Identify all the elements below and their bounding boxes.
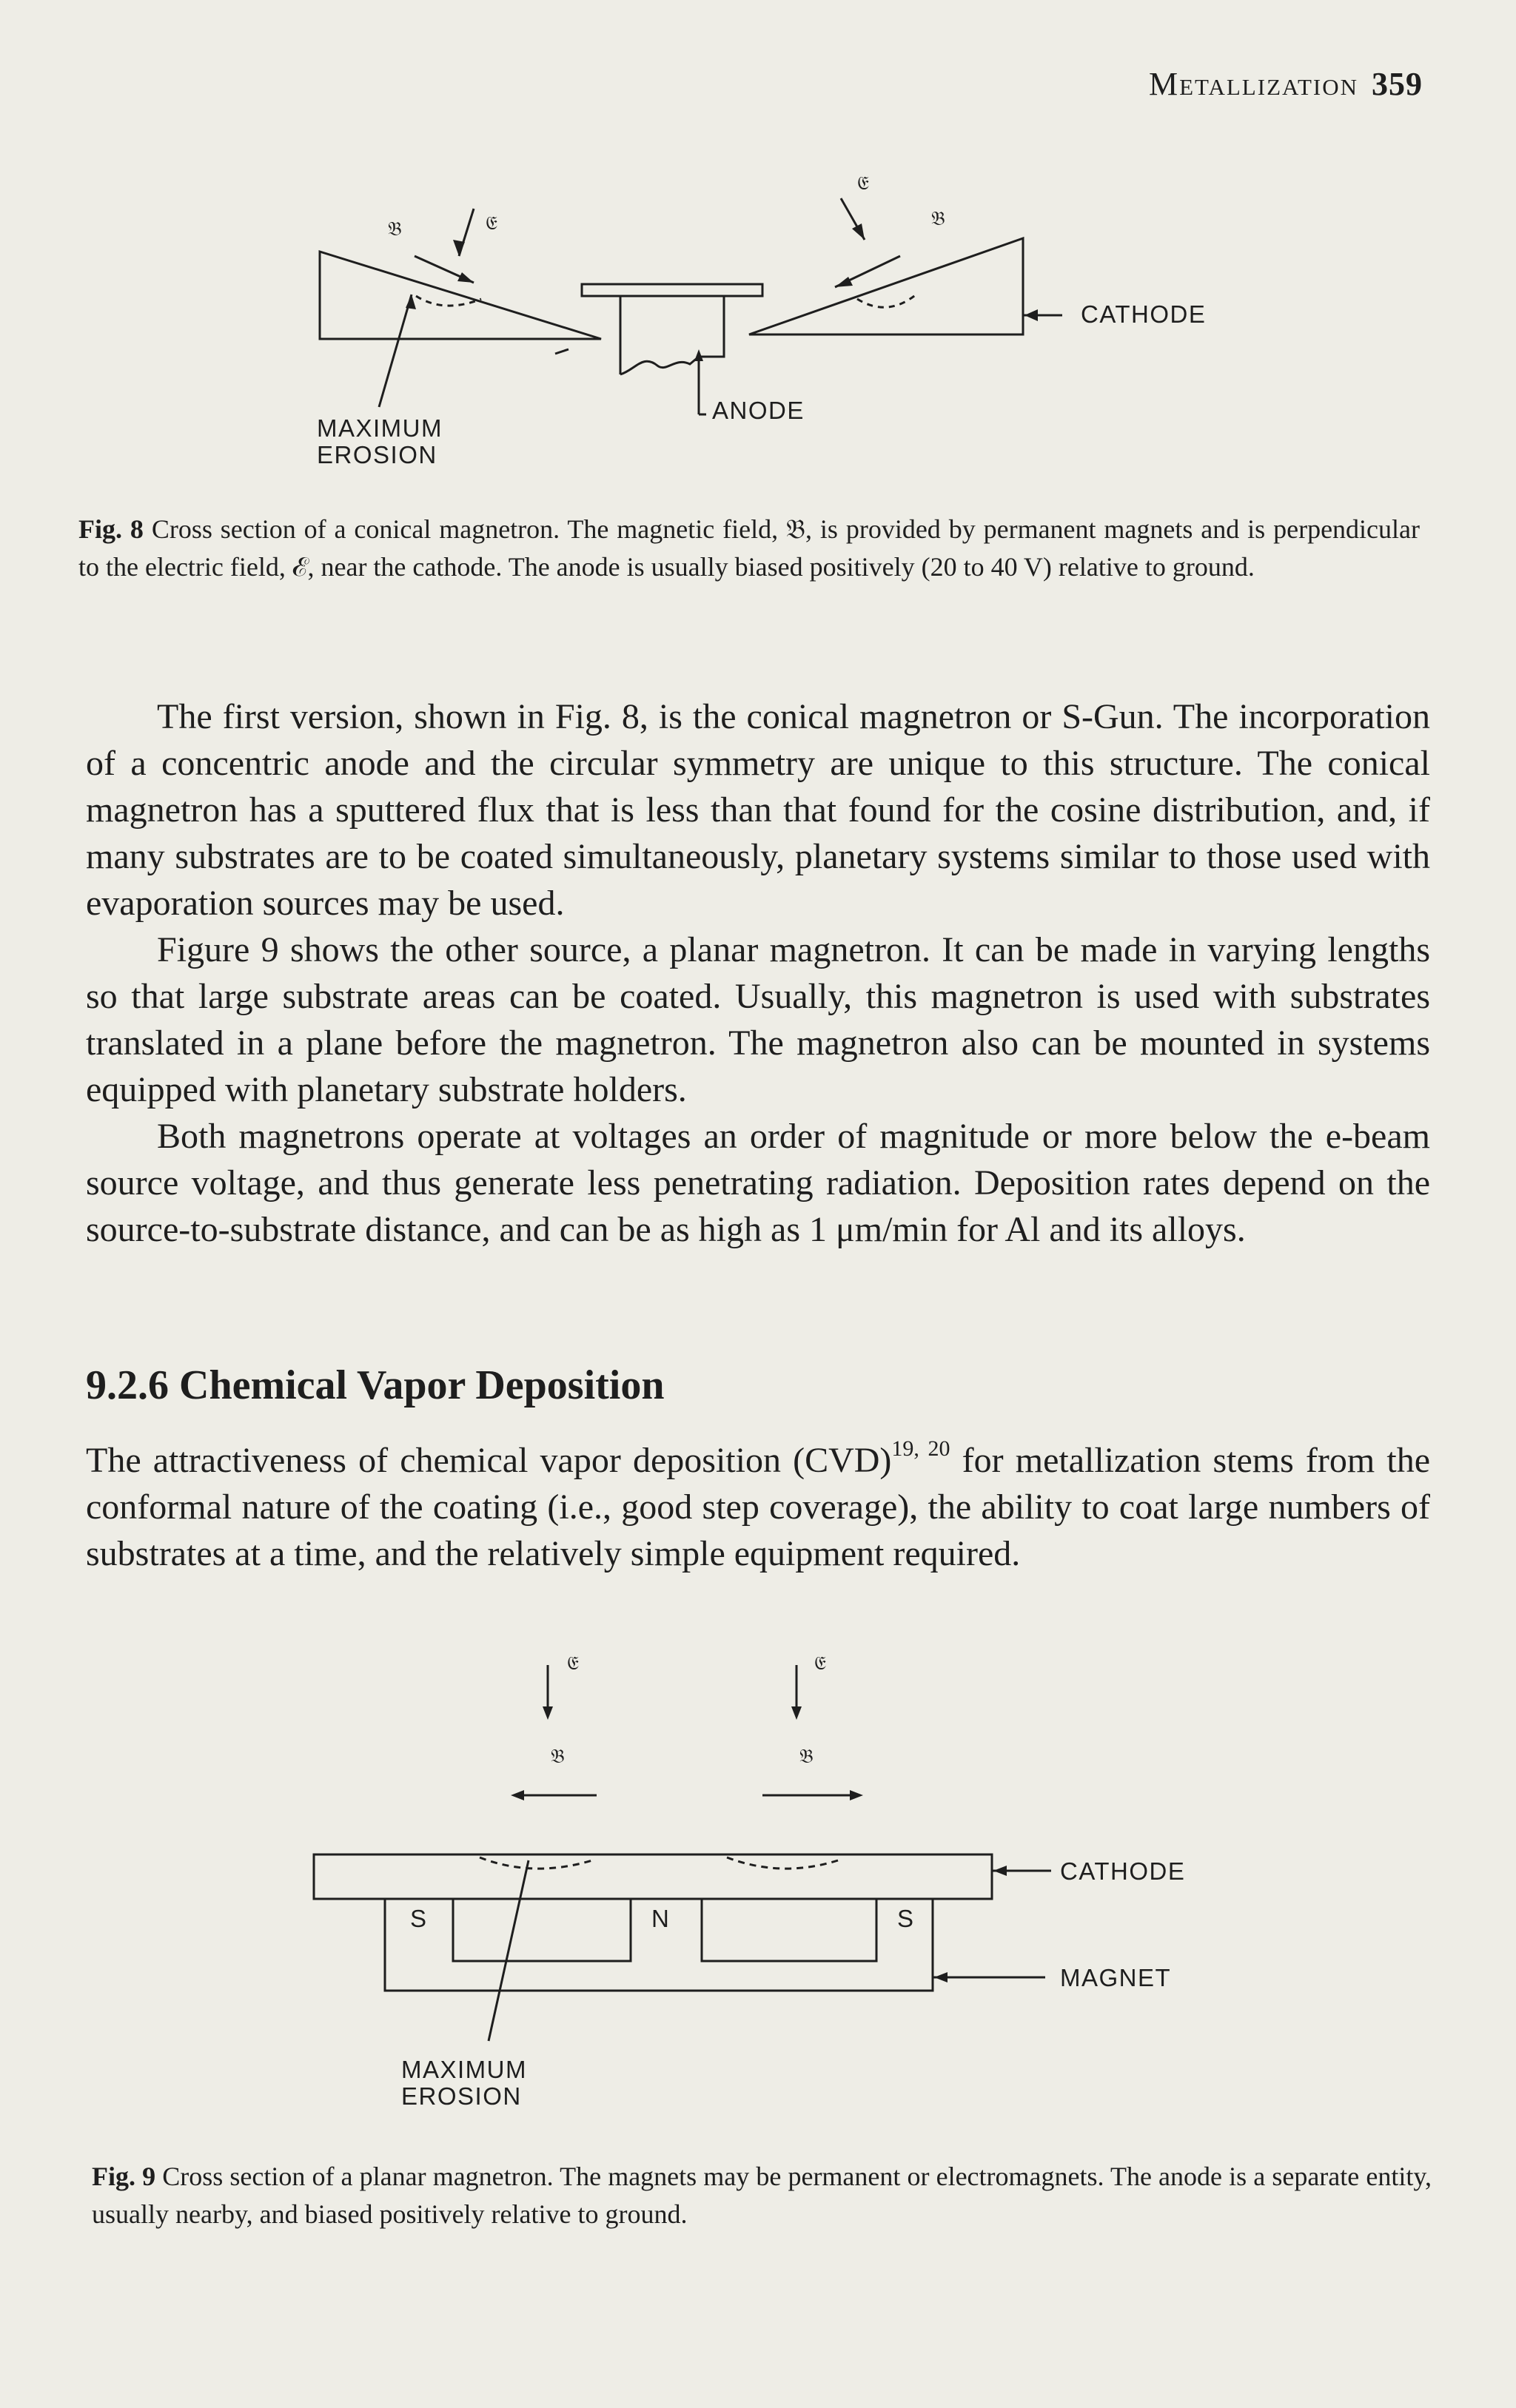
magnet-pole-right-gap: [702, 1899, 876, 1961]
cathode-label: CATHODE: [1081, 300, 1207, 328]
figure-8-caption-label: Fig. 8: [78, 514, 144, 544]
maximum-label: MAXIMUM: [317, 414, 443, 442]
left-e-symbol: 𝔈: [567, 1652, 579, 1675]
magnet-pole-s-left: S: [410, 1905, 428, 1932]
left-cathode-wedge: [320, 252, 601, 339]
arrowhead: [934, 1972, 948, 1982]
erosion-leader-line: [489, 1860, 529, 2041]
anode-top-plate: [582, 284, 762, 296]
figure-9-caption-label: Fig. 9: [92, 2162, 156, 2191]
arrowhead: [993, 1866, 1007, 1876]
running-header: [1149, 65, 1423, 103]
arrowhead: [1024, 309, 1038, 321]
right-cathode-wedge: [749, 238, 1023, 334]
anode-body: [620, 296, 724, 374]
magnet-pole-s-right: S: [897, 1905, 915, 1932]
magnet-pole-left-gap: [453, 1899, 631, 1961]
right-erosion-arc: [857, 293, 918, 307]
right-e-symbol: 𝔈: [814, 1652, 826, 1675]
magnet-label: MAGNET: [1060, 1964, 1172, 1991]
left-b-symbol: 𝔅: [388, 218, 402, 241]
erosion-leader-line: [379, 295, 412, 407]
arrowhead: [511, 1790, 524, 1800]
right-b-symbol: 𝔅: [799, 1746, 814, 1768]
anode-wavy: [620, 357, 699, 374]
running-title: Metallization: [1148, 66, 1358, 102]
reference-superscript: 19, 20: [891, 1436, 950, 1461]
arrowhead: [850, 1790, 863, 1800]
cvd-paragraph-start: The attractiveness of chemical vapor deposition (CVD): [86, 1441, 892, 1480]
arrowhead: [406, 295, 416, 309]
section-heading: 9.2.6 Chemical Vapor Deposition: [86, 1362, 665, 1408]
figure-8-caption: [78, 511, 1420, 586]
section-paragraph: [86, 1437, 1430, 1577]
maximum-label: MAXIMUM: [401, 2056, 527, 2083]
figure-8-caption-text: Cross section of a conical magnetron. The magnetic field, 𝔅, is provided by permanent magnets and is perpendicular to the electric field, ℰ, near the cathode. The anode is usually biased positively (20 to 40 V) relative to ground.: [78, 514, 1420, 582]
figure-9-caption-text: Cross section of a planar magnetron. The magnets may be permanent or electromagnets. The anode is a separate entity, usually nearby, and biased positively relative to ground.: [92, 2162, 1432, 2229]
left-b-symbol: 𝔅: [551, 1746, 565, 1768]
arrowhead: [835, 277, 853, 287]
arrowhead: [453, 240, 465, 256]
arrowhead: [543, 1706, 553, 1720]
figure-9-caption: [92, 2158, 1432, 2233]
paragraph-2: Figure 9 shows the other source, a planar magnetron. It can be made in varying lengths so that large substrate areas can be coated. Usually, this magnetron is used with substrates translated in a plane before the magnetron. The magnetron also can be mounted in systems equipped with planetary substrate holders.: [86, 930, 1430, 1109]
erosion-label: EROSION: [401, 2082, 522, 2110]
arrowhead: [852, 223, 865, 240]
arrowhead: [791, 1706, 802, 1720]
figure-8-diagram: [0, 163, 1516, 488]
right-b-symbol: 𝔅: [931, 208, 945, 230]
left-erosion-arc: [416, 296, 481, 306]
anode-label: ANODE: [712, 397, 805, 424]
left-e-symbol: 𝔈: [486, 212, 497, 235]
right-e-symbol: 𝔈: [857, 172, 869, 195]
paragraph-3: Both magnetrons operate at voltages an order of magnitude or more below the e-beam source voltage, and thus generate less penetrating radiation. Deposition rates depend on the source-to-substrate distance, and can be as high as 1 μm/min for Al and its alloys.: [86, 1117, 1430, 1249]
erosion-label: EROSION: [317, 441, 437, 468]
paragraph-1: The first version, shown in Fig. 8, is the conical magnetron or S-Gun. The incorporation of a concentric anode and the circular symmetry are unique to this structure. The conical magnetron has a sputtered flux that is less than that found for the cosine distribution, and, if many substrates are to be coated simultaneously, planetary systems similar to those used with evaporation sources may be used.: [86, 697, 1430, 923]
magnet-pole-n: N: [651, 1905, 671, 1932]
figure-9-diagram: [0, 1643, 1516, 2131]
left-erosion-arc: [480, 1857, 592, 1869]
cathode-plate: [314, 1854, 992, 1899]
body-paragraphs: [86, 693, 1430, 1253]
page-number: 359: [1372, 66, 1423, 102]
cvd-paragraph-end: for metallization stems from the conformal nature of the coating (i.e., good step coverage), the ability to coat large numbers of substrates at a time, and the relatively simple equipment required.: [86, 1441, 1431, 1573]
cathode-label: CATHODE: [1060, 1857, 1186, 1885]
arrowhead: [457, 272, 474, 283]
right-erosion-arc: [727, 1857, 838, 1869]
arrowhead: [694, 349, 703, 361]
